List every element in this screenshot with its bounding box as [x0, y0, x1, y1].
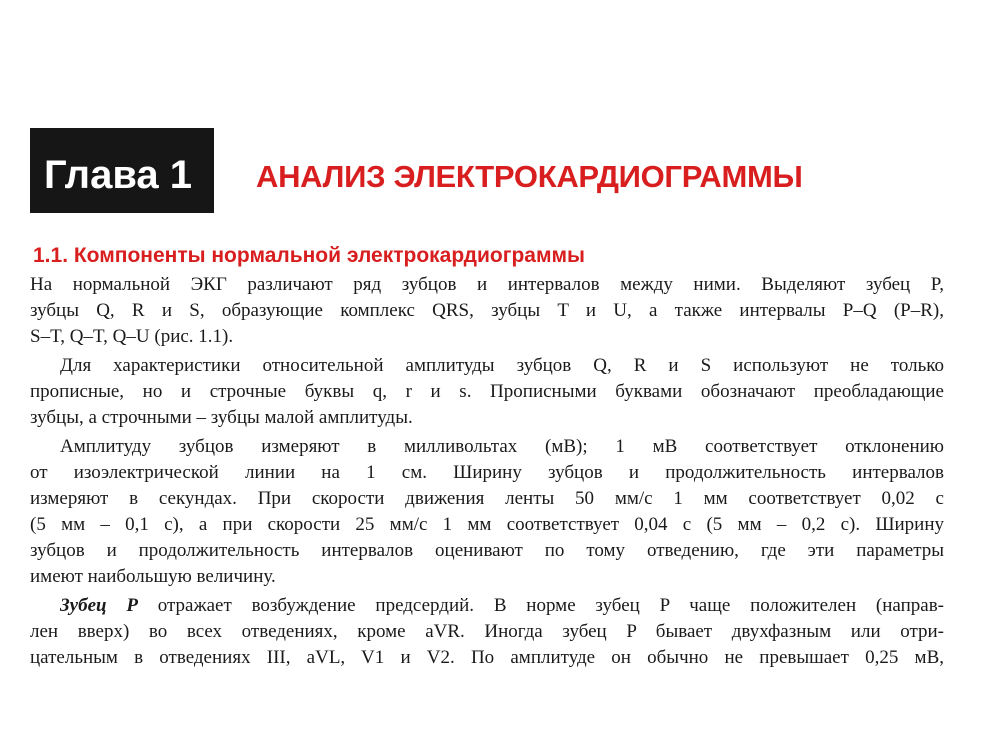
chapter-label: Глава 1	[44, 153, 193, 197]
paragraph-1-line-1: На нормальной ЭКГ различают ряд зубцов и интервалов между ними. Выделяют зубец P,	[30, 274, 944, 295]
paragraph-3-line-5: зубцов и продолжительность интервалов оценивают по тому отведению, где эти параметры	[30, 540, 944, 561]
chapter-title: АНАЛИЗ ЭЛЕКТРОКАРДИОГРАММЫ	[256, 159, 803, 194]
section-title: 1.1. Компоненты нормальной электрокардиограммы	[33, 244, 585, 267]
paragraph-1-line-3: S–T, Q–T, Q–U (рис. 1.1).	[30, 326, 234, 347]
paragraph-4	[30, 593, 944, 671]
paragraph-4-line-1	[30, 593, 944, 619]
paragraph-3-line-6: имеют наибольшую величину.	[30, 566, 276, 587]
chapter-label-box	[30, 128, 214, 213]
paragraph-2-line-1: Для характеристики относительной амплитуды зубцов Q, R и S используют не только	[60, 355, 944, 376]
paragraph-3-line-1: Амплитуду зубцов измеряют в милливольтах (мВ); 1 мВ соответствует отклонению	[60, 436, 944, 457]
paragraph-4-line-1-rest: отражает возбуждение предсердий. В норме зубец P чаще положителен (направ-	[137, 595, 944, 616]
body-text	[30, 272, 944, 671]
paragraph-2	[30, 353, 944, 431]
paragraph-4-lead-term: Зубец P	[60, 595, 138, 616]
paragraph-4-line-2: лен вверх) во всех отведениях, кроме aVR. Иногда зубец P бывает двухфазным или отри-	[30, 621, 944, 642]
paragraph-4-line-3: цательным в отведениях III, aVL, V1 и V2. По амплитуде он обычно не превышает 0,25 мВ,	[30, 647, 944, 668]
paragraph-1	[30, 272, 944, 350]
paragraph-3-line-4: (5 мм – 0,1 с), а при скорости 25 мм/с 1 мм соответствует 0,04 с (5 мм – 0,2 с). Ширину	[30, 514, 944, 535]
paragraph-3-line-3: измеряют в секундах. При скорости движения ленты 50 мм/с 1 мм соответствует 0,02 с	[30, 488, 944, 509]
paragraph-3-line-2: от изоэлектрической линии на 1 см. Ширину зубцов и продолжительность интервалов	[30, 462, 944, 483]
paragraph-2-line-2: прописные, но и строчные буквы q, r и s. Прописными буквами обозначают преобладающие	[30, 381, 944, 402]
paragraph-2-line-3: зубцы, а строчными – зубцы малой амплитуды.	[30, 407, 413, 428]
paragraph-3	[30, 434, 944, 590]
paragraph-1-line-2: зубцы Q, R и S, образующие комплекс QRS, зубцы T и U, а также интервалы P–Q (P–R),	[30, 300, 944, 321]
